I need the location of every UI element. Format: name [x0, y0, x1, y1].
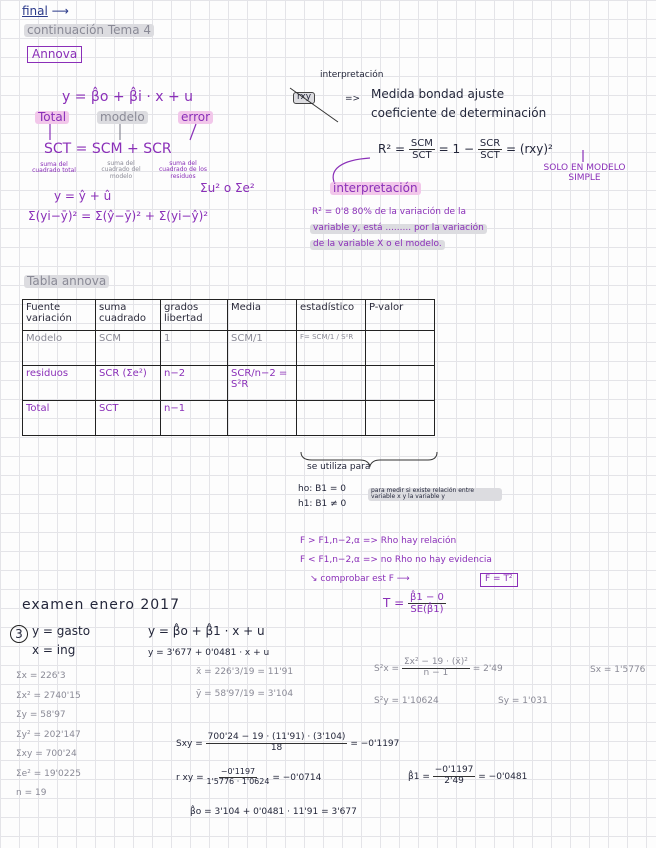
fitted-model: y = 3'677 + 0'0481 · x + u — [148, 648, 270, 658]
header-pvalor: P-valor — [366, 300, 435, 331]
s2y: S²y = 1'10624 — [374, 696, 439, 706]
h1: h1: B1 ≠ 0 — [298, 499, 347, 509]
sum-item: n = 19 — [16, 788, 47, 798]
xbar: x̄ = 226'3/19 = 11'91 — [196, 667, 294, 677]
note-modelo: suma del cuadrado del modelo — [101, 160, 141, 180]
label-modelo: modelo — [97, 111, 148, 124]
header-suma: suma cuadrado — [96, 300, 161, 331]
continuation-title: continuación Tema 4 — [24, 24, 154, 37]
cell: residuos — [23, 366, 96, 401]
cell: Modelo — [23, 331, 96, 366]
coef-determinacion: coeficiente de determinación — [371, 106, 547, 120]
variance-decomposition: Σ(yi−ȳ)² = Σ(ŷ−ȳ)² + Σ(yi−ŷ)² — [28, 209, 209, 223]
cell: SCM/1 — [228, 331, 297, 366]
header-estadistico: estadístico — [297, 300, 366, 331]
rxy-slash — [290, 88, 338, 122]
rule-reject: F > F1,n−2,α => Rho hay relación — [300, 536, 457, 546]
bondad-ajuste: Medida bondad ajuste — [371, 87, 505, 101]
exercise-number: 3 — [10, 625, 28, 643]
cell: F= SCM/1 / S²R — [297, 331, 366, 366]
h0: ho: B1 = 0 — [298, 484, 346, 494]
header-grados: grados libertad — [161, 300, 228, 331]
f-equals-t2: F = T² — [480, 573, 518, 587]
ybar: ȳ = 58'97/19 = 3'104 — [196, 689, 294, 699]
example-line1: R² = 0'8 80% de la variación de la — [312, 207, 466, 217]
rule-no-reject: F < F1,n−2,α => no Rho no hay evidencia — [300, 555, 492, 565]
sx: Sx = 1'5776 — [590, 665, 646, 675]
hypothesis-note: para medir si existe relación entre variable x y la variable y — [368, 488, 502, 501]
cell: n−2 — [161, 366, 228, 401]
sum-item: Σy² = 202'147 — [16, 729, 81, 740]
exam-title: examen enero 2017 — [22, 597, 180, 613]
interp-arrow: => — [345, 94, 361, 104]
y-definition: y = gasto — [32, 624, 91, 638]
rxy-formula: r xy = $\frac{-0'1197}{1'5776 \cdot 1'0624}$ = −0'0714 — [176, 767, 322, 786]
b0-formula: β̂o = 3'104 + 0'0481 · 11'91 = 3'677 — [190, 807, 357, 817]
interp-title: interpretación — [320, 70, 384, 80]
note-total: suma del cuadrado total — [32, 161, 76, 175]
cell: SCT — [96, 401, 161, 436]
exam-model: y = β̂o + β̂1 · x + u — [148, 624, 265, 638]
brace — [301, 452, 437, 466]
example-line2: variable y, está ......... por la variación — [310, 224, 487, 234]
sct-equation: SCT = SCM + SCR — [44, 141, 172, 157]
cell: SCR (Σe²) — [96, 366, 161, 401]
solo-modelo-simple: SOLO EN MODELO SIMPLE — [543, 163, 626, 183]
model-equation: y = β̂o + β̂i · x + u — [62, 89, 194, 105]
rxy-box: rxy — [293, 92, 315, 104]
t-statistic: T = $\frac{\betâ1 - 0}{SE(\betâ1)}$ — [383, 592, 444, 615]
error-sum-eq: Σu² o Σe² — [200, 181, 255, 195]
sum-item: Σx² = 2740'15 — [16, 690, 81, 701]
sum-item: Σxy = 700'24 — [16, 749, 77, 759]
cell: 1 — [161, 331, 228, 366]
header-media: Media — [228, 300, 297, 331]
s2x-formula: S²x = $\frac{\text{Σx² − 19 · (x̄)²}}{n - 1}$ = 2'49 — [374, 657, 503, 678]
sum-item: Σx = 226'3 — [16, 671, 66, 681]
sxy-formula: Sxy = $\frac{700'24 - 19 \cdot (11'91) \cdot (3'104)}{18}$ = −0'1197 — [176, 732, 400, 753]
label-error: error — [178, 111, 213, 124]
final-heading: final ⟶ — [22, 4, 69, 18]
r2-formula: R² = $\frac{\text{SCM}}{\text{SCT}}$ = 1 − $\frac{\text{SCR}}{\text{SCT}}$ = (rxy)² — [378, 138, 553, 161]
sum-item: Σy = 58'97 — [16, 710, 66, 720]
cell: SCM — [96, 331, 161, 366]
x-definition: x = ing — [32, 643, 76, 657]
example-line3: de la variable X o el modelo. — [310, 240, 445, 250]
annova-title: Annova — [27, 46, 82, 63]
sum-item: Σe² = 19'0225 — [16, 768, 81, 779]
se-utiliza-para: se utiliza para — [307, 462, 371, 472]
header-fuente: Fuente variación — [23, 300, 96, 331]
decomposition-eq: y = ŷ + û — [54, 189, 112, 203]
tabla-title: Tabla annova — [24, 275, 109, 288]
interp2-title: interpretación — [330, 182, 421, 195]
label-total: Total — [35, 111, 69, 124]
arrow-interp — [333, 158, 370, 182]
cell: n−1 — [161, 401, 228, 436]
b1-formula: β̂1 = $\frac{-0'1197}{2'49}$ = −0'0481 — [408, 765, 528, 786]
note-error: suma del cuadrado de los residuos — [159, 160, 207, 180]
arrow-error — [190, 124, 196, 140]
cell: Total — [23, 401, 96, 436]
comprobar-est-f: ↘ comprobar est F ⟶ — [310, 574, 410, 584]
cell: SCR/n−2 = S²R — [228, 366, 297, 401]
sy: Sy = 1'031 — [498, 696, 548, 706]
